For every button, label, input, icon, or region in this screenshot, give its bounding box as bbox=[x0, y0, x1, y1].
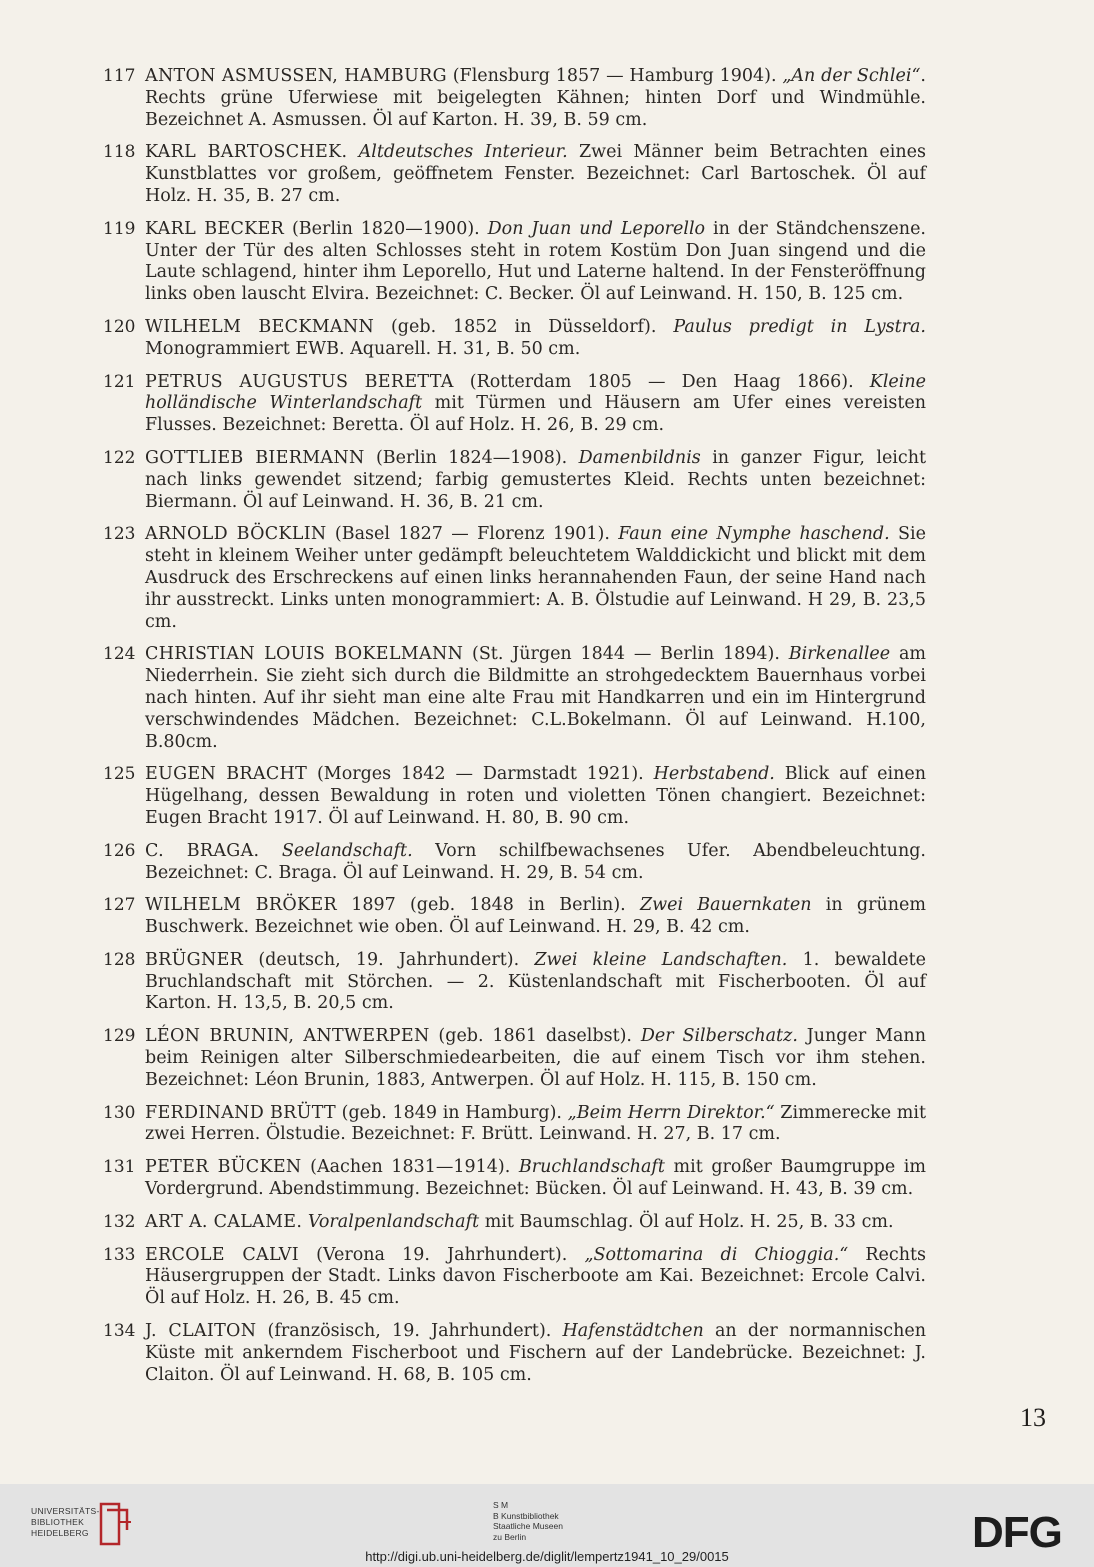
entry-title: Voralpenlandschaft bbox=[307, 1211, 480, 1232]
entry-dates bbox=[347, 142, 358, 162]
entry-title: Seelandschaft. bbox=[281, 840, 413, 861]
entry-number: 128 bbox=[103, 949, 136, 970]
entry-title: „Beim Herrn Direktor.“ bbox=[567, 1102, 775, 1123]
entry-description: am Niederrhein. Sie zieht sich durch die Bildmitte an strohgedecktem Bauernhaus vorbei nach hinten. Auf ihr sieht man eine alte Frau mit Handkarren und ein im Hintergrund verschwindendes Mädchen. Bezeichnet: C.L.Bokelmann. Öl auf Leinwand. H.100, B.80cm. bbox=[145, 644, 926, 752]
entry bbox=[0, 317, 1094, 361]
entry-artist: KARL BECKER bbox=[145, 218, 285, 239]
entry-artist: ANTON ASMUSSEN, HAMBURG bbox=[145, 66, 447, 86]
entry-dates: (geb. 1861 daselbst). bbox=[429, 1026, 641, 1047]
entry-artist: FERDINAND BRÜTT bbox=[145, 1102, 336, 1123]
entry-title: Birkenallee bbox=[788, 644, 891, 665]
entry bbox=[0, 142, 1094, 207]
entry-artist: C. BRAGA. bbox=[145, 840, 260, 861]
entry-number: 125 bbox=[103, 764, 136, 785]
entry-artist: EUGEN BRACHT bbox=[145, 764, 308, 785]
entry-description: Vorn schilfbewachsenes Ufer. Abendbeleuchtung. Bezeichnet: C. Braga. Öl auf Leinwand. H. 29, B. 54 cm. bbox=[145, 840, 926, 883]
entry-artist: PETRUS AUGUSTUS BERETTA bbox=[145, 371, 454, 392]
entry-number: 124 bbox=[103, 644, 136, 665]
entry-number: 129 bbox=[103, 1026, 136, 1047]
entry bbox=[0, 950, 1094, 1015]
entry bbox=[0, 1026, 1094, 1091]
entry bbox=[0, 448, 1094, 513]
entry-description: mit Baumschlag. Öl auf Holz. H. 25, B. 33 cm. bbox=[479, 1211, 894, 1232]
entry-number: 130 bbox=[103, 1102, 136, 1123]
entry bbox=[0, 1245, 1094, 1310]
entry-description: Rechts Häusergruppen der Stadt. Links davon Fischerboote am Kai. Bezeichnet: Ercole Calvi. Öl auf Holz. H. 26, B. 45 cm. bbox=[145, 1244, 926, 1309]
entry bbox=[0, 1157, 1094, 1201]
entry-title: Zwei Bauernkaten bbox=[639, 895, 812, 916]
entry-dates: (deutsch, 19. Jahrhundert). bbox=[243, 949, 535, 970]
entry-number: 119 bbox=[103, 218, 136, 239]
entry bbox=[0, 764, 1094, 829]
entry-title: Bruchlandschaft bbox=[518, 1157, 665, 1178]
entry-dates: (St. Jürgen 1844 — Berlin 1894). bbox=[463, 644, 789, 665]
entry bbox=[0, 1321, 1094, 1386]
entry-artist: CHRISTIAN LOUIS BOKELMANN bbox=[145, 644, 464, 665]
entry bbox=[0, 1103, 1094, 1147]
entry-description: mit Türmen und Häusern am Ufer eines vereisten Flusses. Bezeichnet: Beretta. Öl auf Holz. H. 26, B. 29 cm. bbox=[145, 393, 926, 436]
entry-dates: (geb. 1849 in Hamburg). bbox=[335, 1102, 568, 1123]
entry-description: mit großer Baumgruppe im Vordergrund. Abendstimmung. Bezeichnet: Bücken. Öl auf Leinwand. H. 43, B. 39 cm. bbox=[145, 1157, 927, 1200]
entry-title: „Sottomarina di Chioggia.“ bbox=[584, 1244, 849, 1265]
entry-title: Faun eine Nymphe haschend. bbox=[618, 524, 890, 545]
entry-number: 120 bbox=[103, 316, 136, 337]
entry-title: Kleine holländische Winterlandschaft bbox=[145, 371, 927, 414]
entry-title: Paulus predigt in Lystra. bbox=[673, 316, 926, 337]
entry-description: Junger Mann beim Reinigen alter Silberschmiedearbeiten, die auf einem Tisch vor ihm stehen. Bezeichnet: Léon Brunin, 1883, Antwerpen. Öl auf Holz. H. 115, B. 150 cm. bbox=[145, 1026, 926, 1090]
entry bbox=[0, 372, 1094, 437]
entry-list bbox=[0, 66, 1094, 1397]
entry-number: 117 bbox=[103, 66, 136, 86]
entry-artist: ERCOLE CALVI bbox=[145, 1244, 299, 1265]
entry bbox=[0, 1212, 1094, 1234]
entry-title: Hafenstädtchen bbox=[562, 1321, 704, 1342]
entry-description: in ganzer Figur, leicht nach links gewendet sitzend; farbig gemustertes Kleid. Rechts unten bezeichnet: Biermann. Öl auf Leinwand. H. 36, B. 21 cm. bbox=[145, 447, 926, 512]
entry-title: Don Juan und Leporello bbox=[487, 218, 706, 239]
entry-number: 133 bbox=[103, 1244, 136, 1265]
entry-number: 122 bbox=[103, 447, 136, 468]
entry bbox=[0, 841, 1094, 885]
entry-number: 132 bbox=[103, 1211, 136, 1232]
entry-number: 123 bbox=[103, 524, 136, 545]
entry-dates: (geb. 1852 in Düsseldorf). bbox=[374, 316, 674, 337]
entry-artist: ART A. CALAME. bbox=[145, 1211, 303, 1232]
entry bbox=[0, 895, 1094, 939]
entry-dates bbox=[259, 841, 282, 861]
entry bbox=[0, 66, 1094, 131]
museum-stamp: S M B Kunstbibliothek Staatliche Museen zu Berlin bbox=[493, 1500, 563, 1542]
entry-artist: PETER BÜCKEN bbox=[145, 1157, 302, 1178]
entry-title: Zwei kleine Landschaften. bbox=[534, 949, 788, 970]
entry-description: Blick auf einen Hügelhang, dessen Bewaldung in roten und violetten Tönen changiert. Bezeichnet: Eugen Bracht 1917. Öl auf Leinwand. H. 80, B. 90 cm. bbox=[145, 764, 926, 828]
entry bbox=[0, 524, 1094, 633]
entry-number: 127 bbox=[103, 895, 136, 916]
entry-number: 134 bbox=[103, 1321, 136, 1342]
entry bbox=[0, 219, 1094, 306]
entry-artist: LÉON BRUNIN, ANTWERPEN bbox=[145, 1026, 430, 1047]
entry-description: in der Ständchenszene. Unter der Tür des alten Schlosses steht in rotem Kostüm Don Juan singend und die Laute schlagend, hinter ihm Leporello, Hut und Laterne haltend. In der Fensteröffnung links oben lauscht Elvira. Bezeichnet: C. Becker. Öl auf Leinwand. H. 150, B. 125 cm. bbox=[145, 218, 926, 305]
entry-description: Zimmerecke mit zwei Herren. Ölstudie. Bezeichnet: F. Brütt. Leinwand. H. 27, B. 17 cm. bbox=[145, 1102, 926, 1145]
page-number: 13 bbox=[1020, 1403, 1046, 1432]
entry-number: 121 bbox=[103, 371, 136, 392]
entry-dates: (Verona 19. Jahrhundert). bbox=[298, 1244, 585, 1265]
source-url[interactable]: http://digi.ub.uni-heidelberg.de/diglit/lempertz1941_10_29/0015 bbox=[365, 1549, 729, 1564]
entry-dates: (Aachen 1831—1914). bbox=[301, 1157, 519, 1178]
entry-description: Monogrammiert EWB. Aquarell. H. 31, B. 50 cm. bbox=[145, 338, 581, 359]
university-name: UNIVERSITÄTS- BIBLIOTHEK HEIDELBERG bbox=[31, 1506, 100, 1538]
entry-title: Der Silberschatz. bbox=[640, 1026, 798, 1047]
entry-description: Zwei Männer beim Betrachten eines Kunstblattes vor großem, geöffnetem Fenster. Bezeichnet: Carl Bartoschek. Öl auf Holz. H. 35, B. 27 cm. bbox=[145, 142, 926, 206]
entry-number: 131 bbox=[103, 1157, 136, 1178]
entry-artist: J. CLAITON bbox=[145, 1321, 257, 1342]
entry-artist: WILHELM BECKMANN bbox=[145, 316, 375, 337]
entry-dates: (Morges 1842 — Darmstadt 1921). bbox=[307, 764, 654, 785]
entry-artist: GOTTLIEB BIERMANN bbox=[145, 447, 365, 468]
entry-number: 118 bbox=[103, 142, 136, 163]
entry-number: 126 bbox=[103, 840, 136, 861]
entry-dates: (Berlin 1824—1908). bbox=[364, 447, 579, 468]
university-library-logo[interactable] bbox=[31, 1500, 171, 1548]
entry-description: in grünem Buschwerk. Bezeichnet wie oben. Öl auf Leinwand. H. 29, B. 42 cm. bbox=[145, 895, 926, 938]
entry-artist: KARL BARTOSCHEK. bbox=[145, 142, 348, 163]
entry-description: 1. bewaldete Bruchlandschaft mit Störchen. — 2. Küstenlandschaft mit Fischerbooten. Öl auf Karton. H. 13,5, B. 20,5 cm. bbox=[145, 949, 927, 1014]
entry-artist: BRÜGNER bbox=[145, 949, 244, 970]
entry-dates: (Berlin 1820—1900). bbox=[284, 218, 488, 239]
entry-title: „An der Schlei“ bbox=[782, 66, 921, 86]
entry-description: . Rechts grüne Uferwiese mit beigelegten Kähnen; hinten Dorf und Windmühle. Bezeichnet A. Asmussen. Öl auf Karton. H. 39, B. 59 cm. bbox=[145, 66, 926, 130]
entry-description: Sie steht in kleinem Weiher unter gedämpft beleuchtetem Walddickicht und blickt mit dem Ausdruck des Erschreckens auf einen links herannahenden Faun, der seine Hand nach ihr ausstreckt. Links unten monogrammiert: A. B. Ölstudie auf Leinwand. H 29, B. 23,5 cm. bbox=[145, 524, 926, 632]
entry-dates: (Basel 1827 — Florenz 1901). bbox=[326, 524, 619, 545]
entry-dates: (Rotterdam 1805 — Den Haag 1866). bbox=[453, 371, 870, 392]
entry-description: an der normannischen Küste mit ankerndem Fischerboot und Fischern auf der Landebrücke. Bezeichnet: J. Claiton. Öl auf Leinwand. H. 68, B. 105 cm. bbox=[145, 1321, 926, 1385]
entry-artist: WILHELM BRÖKER bbox=[145, 895, 337, 916]
entry-dates: 1897 (geb. 1848 in Berlin). bbox=[336, 895, 640, 916]
entry-title: Herbstabend. bbox=[653, 764, 775, 785]
entry-artist: ARNOLD BÖCKLIN bbox=[145, 524, 327, 545]
entry-title: Damenbildnis bbox=[578, 447, 701, 468]
dfg-logo[interactable]: DFG bbox=[972, 1508, 1062, 1557]
entry bbox=[0, 644, 1094, 753]
entry-title: Altdeutsches Interieur. bbox=[358, 142, 568, 163]
university-emblem-icon bbox=[95, 1500, 135, 1548]
entry-dates: (französisch, 19. Jahrhundert). bbox=[256, 1321, 563, 1342]
entry-dates: (Flensburg 1857 — Hamburg 1904). bbox=[446, 66, 783, 86]
